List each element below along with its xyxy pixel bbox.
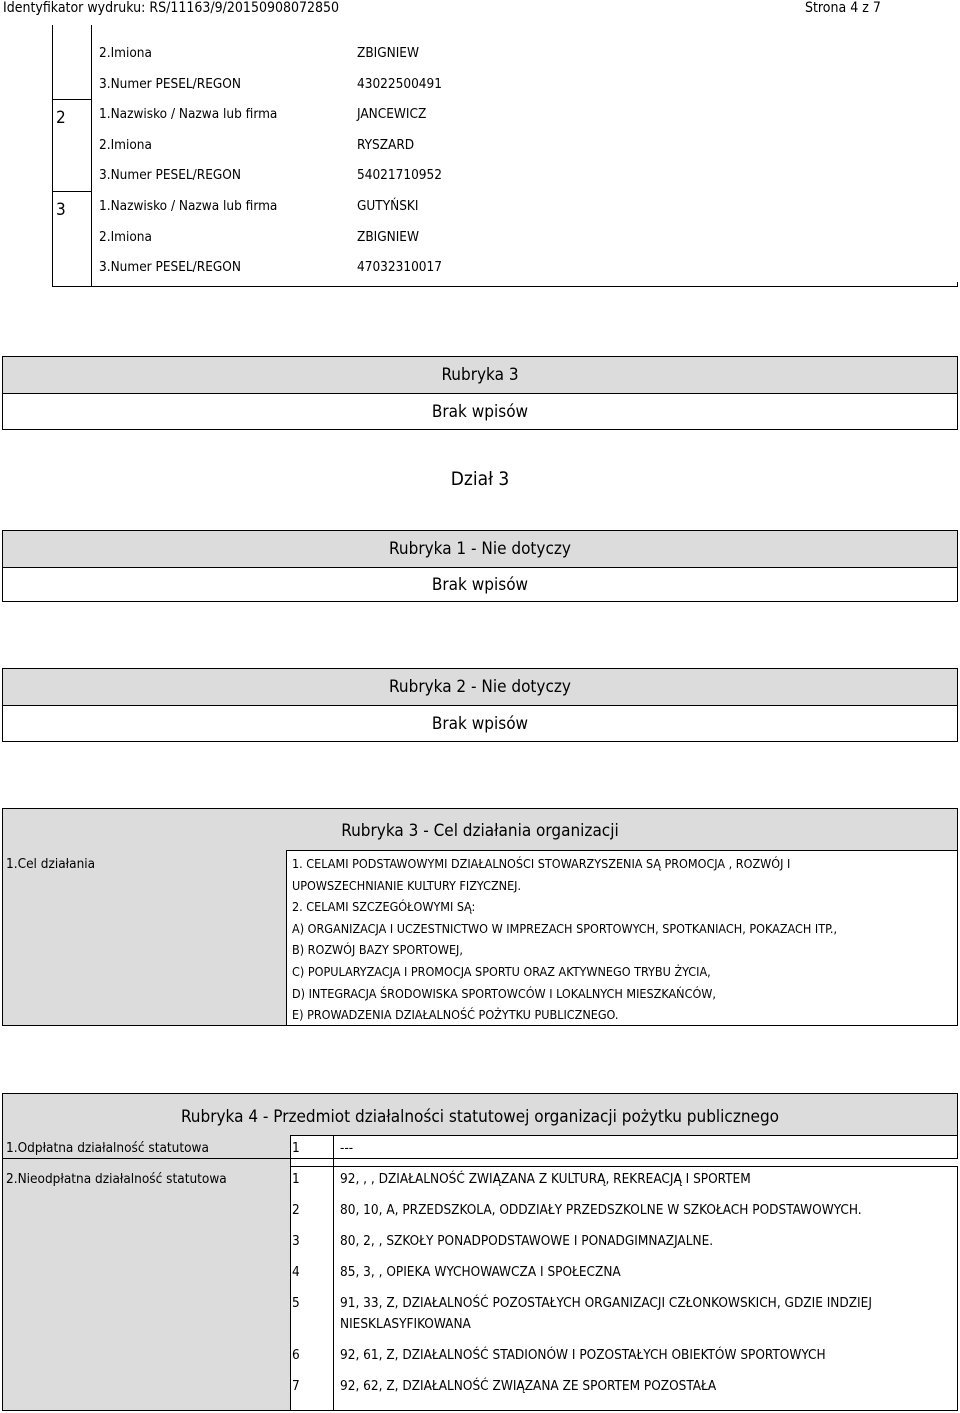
item-number: 2: [292, 1202, 300, 1218]
item-number: 4: [292, 1264, 300, 1280]
item-text: 80, 10, A, PRZEDSZKOLA, ODDZIAŁY PRZEDSZKOLNE W SZKOŁACH PODSTAWOWYCH.: [340, 1202, 862, 1218]
item-text: 92, , , DZIAŁALNOŚĆ ZWIĄZANA Z KULTURĄ, REKREACJĄ I SPORTEM: [340, 1171, 751, 1187]
cel-line: UPOWSZECHNIANIE KULTURY FIZYCZNEJ.: [292, 877, 522, 893]
odplatna-value: ---: [340, 1140, 354, 1156]
cel-line: 1. CELAMI PODSTAWOWYMI DZIAŁALNOŚCI STOWARZYSZENIA SĄ PROMOCJA , ROZWÓJ I: [292, 856, 791, 871]
item-text: NIESKLASYFIKOWANA: [340, 1316, 471, 1332]
print-identifier: Identyfikator wydruku: RS/11163/9/20150908072850: [3, 0, 340, 16]
section-body: Brak wpisów: [2, 705, 958, 742]
field-value: JANCEWICZ: [357, 106, 427, 122]
section-title: Rubryka 3: [2, 356, 958, 394]
item-number: 7: [292, 1378, 300, 1394]
field-value: 43022500491: [357, 76, 442, 92]
section-body: Brak wpisów: [2, 393, 958, 430]
odplatna-label: 1.Odpłatna działalność statutowa: [6, 1140, 209, 1156]
field-label: 3.Numer PESEL/REGON: [99, 167, 241, 183]
section-title: Rubryka 1 - Nie dotyczy: [2, 530, 958, 568]
cel-line: A) ORGANIZACJA I UCZESTNICTWO W IMPREZACH SPORTOWYCH, SPOTKANIACH, POKAZACH ITP.,: [292, 920, 838, 936]
field-value: GUTYŃSKI: [357, 198, 419, 214]
section-title: Rubryka 2 - Nie dotyczy: [2, 668, 958, 706]
cel-line: E) PROWADZENIA DZIAŁALNOŚĆ POŻYTKU PUBLICZNEGO.: [292, 1007, 619, 1023]
cel-line: B) ROZWÓJ BAZY SPORTOWEJ,: [292, 942, 463, 958]
nieodplatna-label: 2.Nieodpłatna działalność statutowa: [6, 1171, 227, 1187]
cel-line: D) INTEGRACJA ŚRODOWISKA SPORTOWCÓW I LOKALNYCH MIESZKAŃCÓW,: [292, 985, 716, 1001]
item-text: 92, 61, Z, DZIAŁALNOŚĆ STADIONÓW I POZOSTAŁYCH OBIEKTÓW SPORTOWYCH: [340, 1347, 826, 1363]
field-label: 1.Nazwisko / Nazwa lub firma: [99, 198, 278, 214]
field-value: 54021710952: [357, 167, 442, 183]
section-title: Rubryka 4 - Przedmiot działalności statutowej organizacji pożytku publicznego: [180, 1107, 780, 1127]
item-number: 1: [292, 1171, 300, 1187]
cel-line: 2. CELAMI SZCZEGÓŁOWYMI SĄ:: [292, 899, 476, 915]
item-number: 5: [292, 1295, 300, 1311]
item-number: 6: [292, 1347, 300, 1363]
entry-number-3: 3: [56, 200, 66, 220]
field-value: 47032310017: [357, 259, 442, 275]
item-text: 85, 3, , OPIEKA WYCHOWAWCZA I SPOŁECZNA: [340, 1264, 621, 1280]
entry-number-2: 2: [56, 108, 66, 128]
cel-label: 1.Cel działania: [6, 856, 96, 872]
item-text: 92, 62, Z, DZIAŁALNOŚĆ ZWIĄZANA ZE SPORTEM POZOSTAŁA: [340, 1378, 717, 1394]
item-text: 80, 2, , SZKOŁY PONADPODSTAWOWE I PONADGIMNAZJALNE.: [340, 1233, 714, 1249]
field-label: 1.Nazwisko / Nazwa lub firma: [99, 106, 278, 122]
item-number: 3: [292, 1233, 300, 1249]
odplatna-number: 1: [292, 1140, 300, 1156]
field-value: RYSZARD: [357, 137, 415, 153]
dzial-title: Dział 3: [450, 468, 510, 490]
field-label: 2.Imiona: [99, 229, 152, 245]
cel-line: C) POPULARYZACJA I PROMOCJA SPORTU ORAZ AKTYWNEGO TRYBU ŻYCIA,: [292, 963, 711, 979]
field-label: 2.Imiona: [99, 137, 152, 153]
section-title: Rubryka 3 - Cel działania organizacji: [341, 821, 619, 841]
field-label: 3.Numer PESEL/REGON: [99, 259, 241, 275]
field-label: 2.Imiona: [99, 45, 152, 61]
item-text: 91, 33, Z, DZIAŁALNOŚĆ POZOSTAŁYCH ORGANIZACJI CZŁONKOWSKICH, GDZIE INDZIEJ: [340, 1295, 872, 1311]
field-value: ZBIGNIEW: [357, 229, 419, 245]
field-value: ZBIGNIEW: [357, 45, 419, 61]
page-number: Strona 4 z 7: [805, 0, 881, 16]
section-body: Brak wpisów: [2, 567, 958, 602]
field-label: 3.Numer PESEL/REGON: [99, 76, 241, 92]
